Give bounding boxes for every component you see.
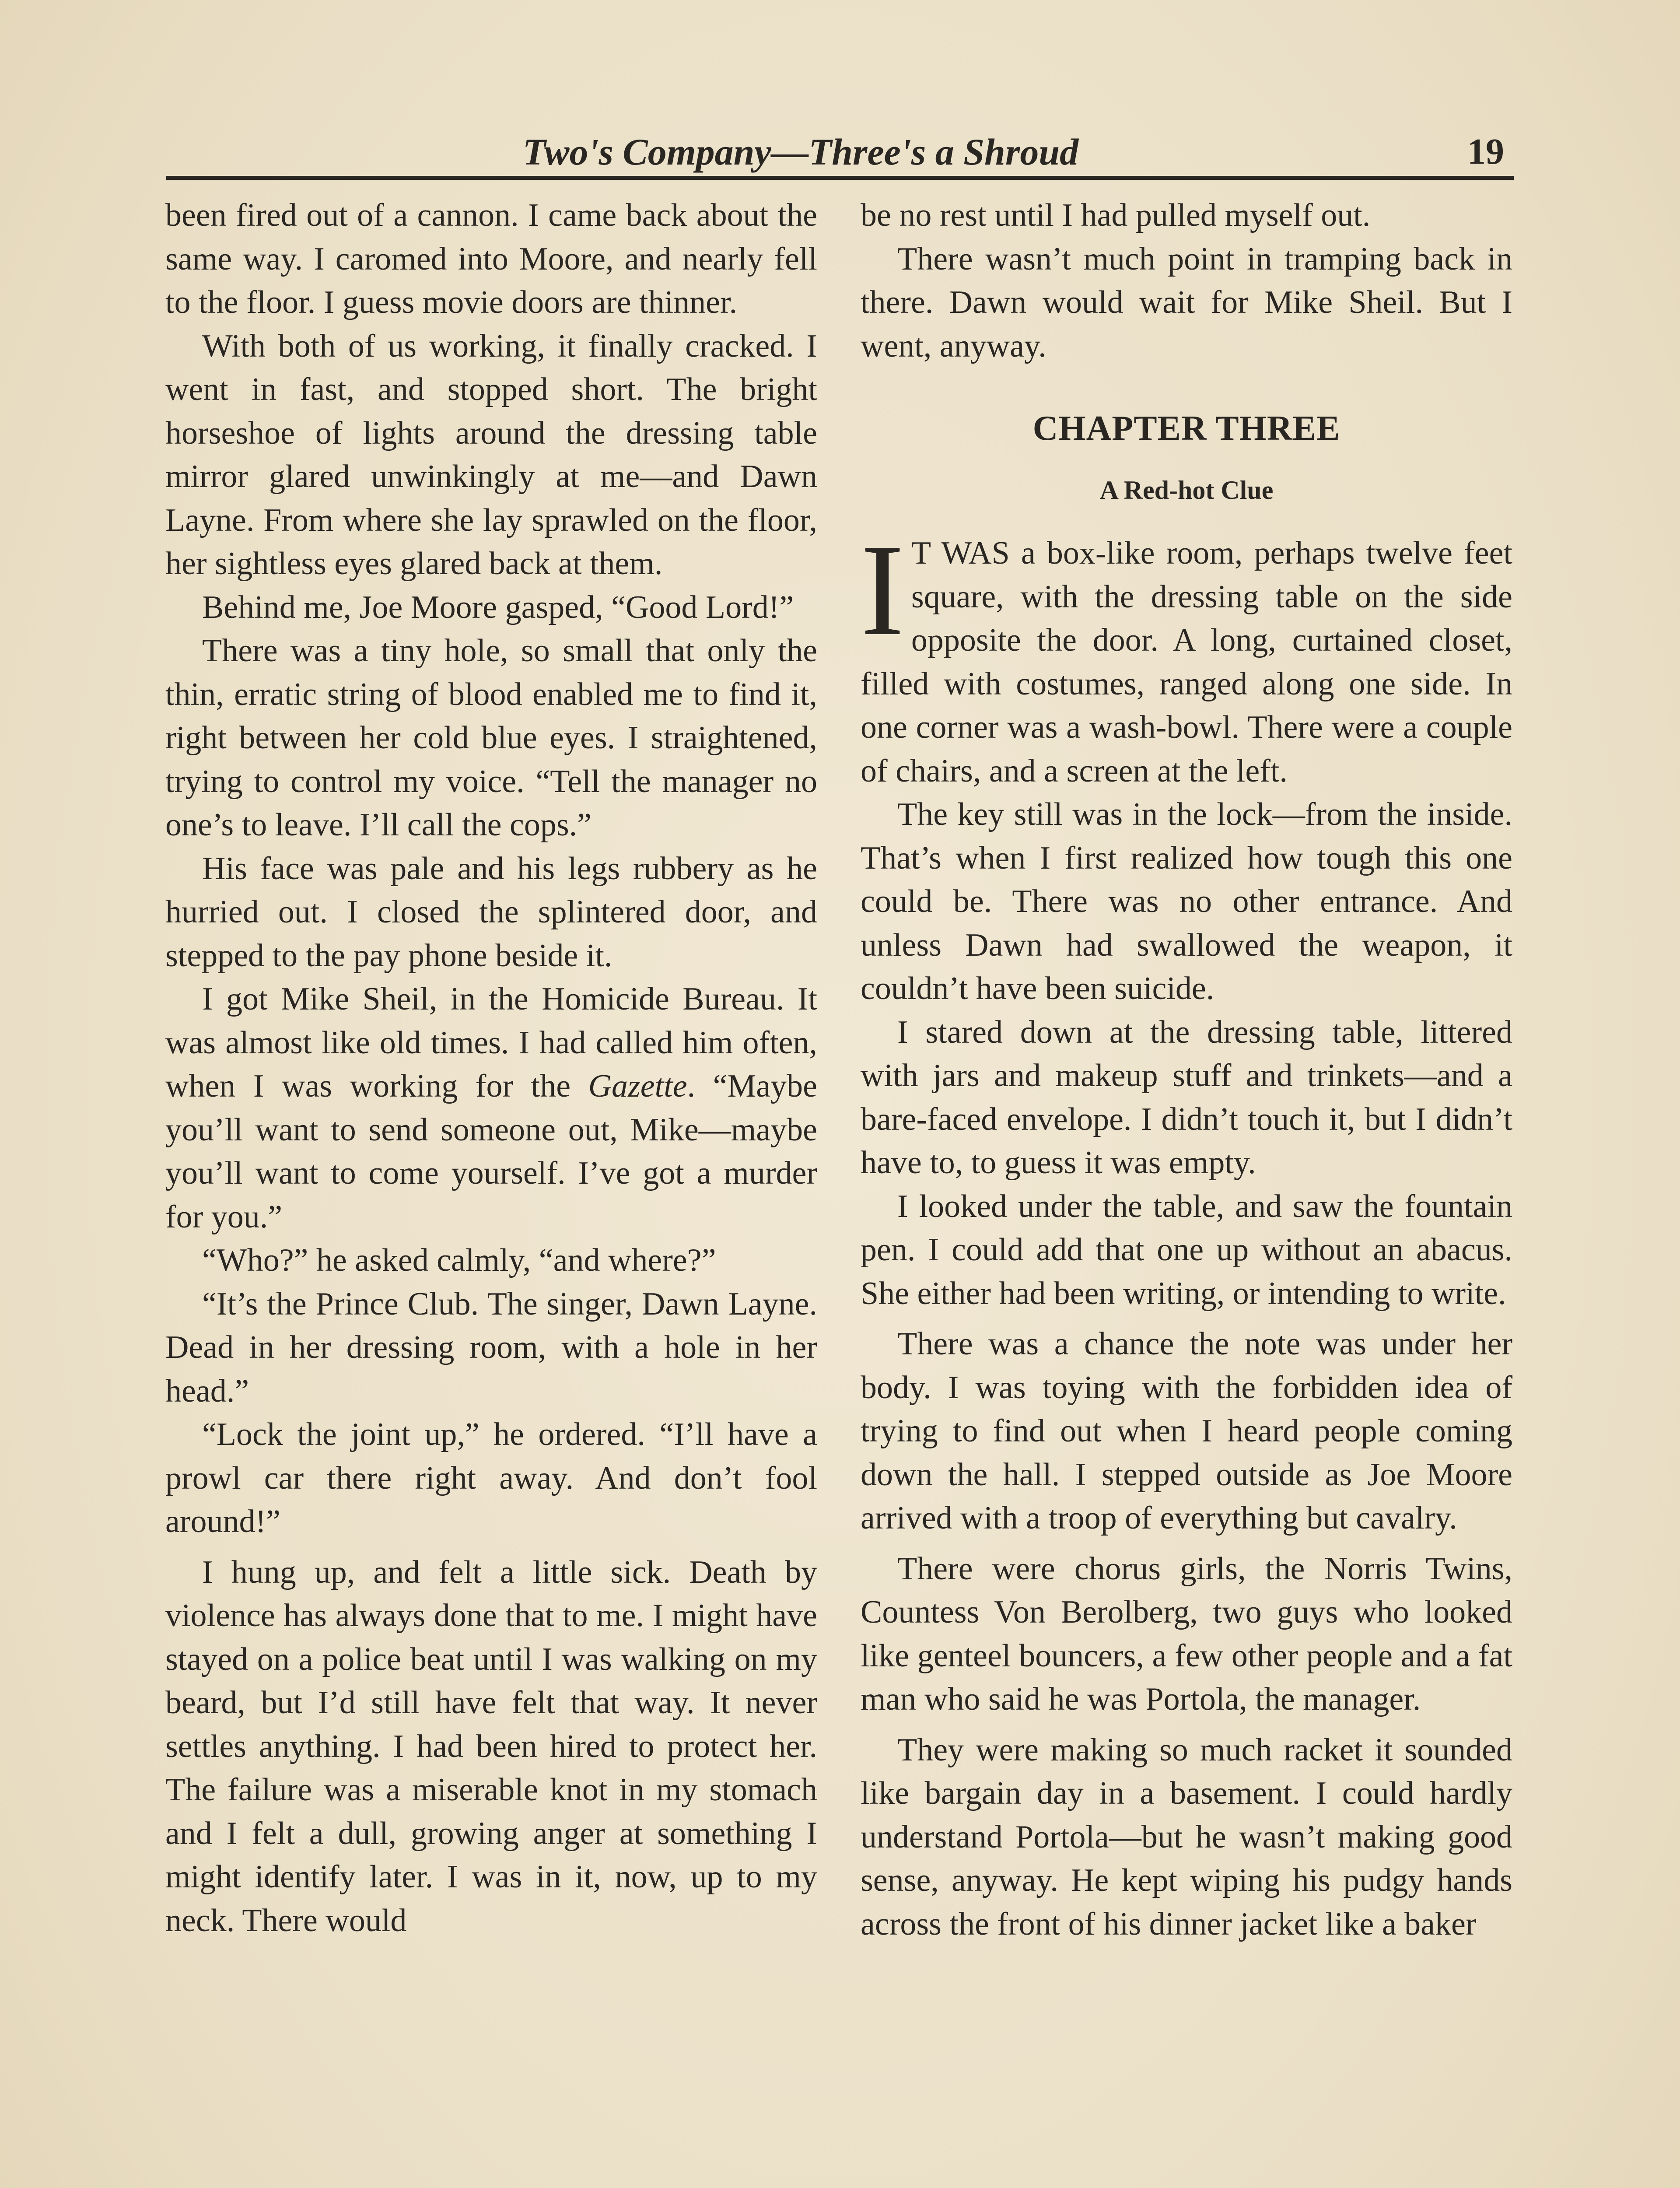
- paragraph: Behind me, Joe Moore gasped, “Good Lord!”: [202, 589, 794, 625]
- paragraph: “It’s the Prince Club. The singer, Dawn Layne. Dead in her dressing room, with a hole in her head.”: [165, 1286, 817, 1409]
- paragraph: been fired out of a cannon. I came back about the same way. I caromed into Moore, and nearly fell to the floor. I guess movie doors are thinner.: [165, 197, 817, 320]
- paragraph: His face was pale and his legs rubbery as he hurried out. I closed the splintered door, and stepped to the pay phone beside it.: [165, 850, 817, 974]
- paragraph: I stared down at the dressing table, littered with jars and makeup stuff and trinkets—and a bare-faced envelope. I didn’t touch it, but I didn’t have to, to guess it was empty.: [861, 1014, 1512, 1181]
- paragraph: “Lock the joint up,” he ordered. “I’ll have a prowl car there right away. And don’t fool around!”: [165, 1417, 817, 1539]
- page-number: 19: [1467, 131, 1504, 172]
- page-header: [166, 128, 1514, 180]
- paragraph: With both of us working, it finally cracked. I went in fast, and stopped short. The bright horseshoe of lights around the dressing table mirror glared unwinkingly at me—and Dawn Layne. From where she lay sprawled on the floor, her sightless eyes glared back at them.: [165, 328, 817, 582]
- right-column: [861, 194, 1512, 1946]
- paragraph: There was a tiny hole, so small that only the thin, erratic string of blood enabled me to find it, right between her cold blue eyes. I straightened, trying to control my voice. “Tell the manager no one’s to leave. I’ll call the cops.”: [165, 633, 817, 843]
- paragraph: They were making so much racket it sounded like bargain day in a basement. I could hardly understand Portola—but he wasn’t making good sense, anyway. He kept wiping his pudgy hands across the front of his dinner jacket like a baker: [861, 1732, 1512, 1942]
- paragraph: [861, 517, 1512, 793]
- paragraph: The key still was in the lock—from the inside. That’s when I first realized how tough this one could be. There was no other entrance. And unless Dawn had swallowed the weapon, it couldn’t have been suicide.: [861, 796, 1512, 1006]
- paragraph: There were chorus girls, the Norris Twins, Countess Von Berolberg, two guys who looked like genteel bouncers, a few other people and a fat man who said he was Portola, the manager.: [861, 1550, 1512, 1717]
- paragraph: I hung up, and felt a little sick. Death by violence has always done that to me. I might have stayed on a police beat until I was walking on my beard, but I’d still have felt that way. It never settles anything. I had been hired to protect her. The failure was a miserable knot in my stomach and I felt a dull, growing anger at something I might identify later. I was in it, now, up to my neck. There would: [165, 1554, 817, 1939]
- paragraph: I looked under the table, and saw the fountain pen. I could add that one up without an abacus. She either had been writing, or intending to write.: [861, 1188, 1512, 1311]
- left-column: [165, 194, 817, 1943]
- paragraph: be no rest until I had pulled myself out.: [861, 197, 1371, 233]
- paragraph: [165, 978, 817, 1239]
- text-run: I got Mike Sheil, in the Homicide Bureau. It was almost like old times. I had called him often, when I was working for the: [165, 981, 817, 1104]
- paragraph: “Who?” he asked calmly, “and where?”: [202, 1242, 716, 1278]
- chapter-subtitle: A Red-hot Clue: [1099, 476, 1274, 505]
- paragraph: There wasn’t much point in tramping back in there. Dawn would wait for Mike Sheil. But I went, anyway.: [861, 241, 1512, 364]
- paragraph: There was a chance the note was under her body. I was toying with the forbidden idea of trying to find out when I heard people coming down the hall. I stepped outside as Joe Moore arrived with a troop of everything but cavalry.: [861, 1326, 1512, 1536]
- drop-cap: I: [861, 517, 904, 663]
- text-run: T WAS a box-like room, perhaps twelve feet square, with the dressing table on the side opposite the door. A long, curtained closet, filled with costumes, ranged along one side. In one corner was a wash-bowl. There were a couple of chairs, and a screen at the left.: [861, 535, 1512, 789]
- running-title: Two's Company—Three's a Shroud: [522, 131, 1079, 173]
- text-run: . “Maybe you’ll want to send someone out, Mike—maybe you’ll want to come yourself. I’ve got a murder for you.”: [165, 1068, 817, 1235]
- newspaper-name: Gazette: [588, 1068, 687, 1104]
- chapter-title: CHAPTER THREE: [1032, 409, 1340, 448]
